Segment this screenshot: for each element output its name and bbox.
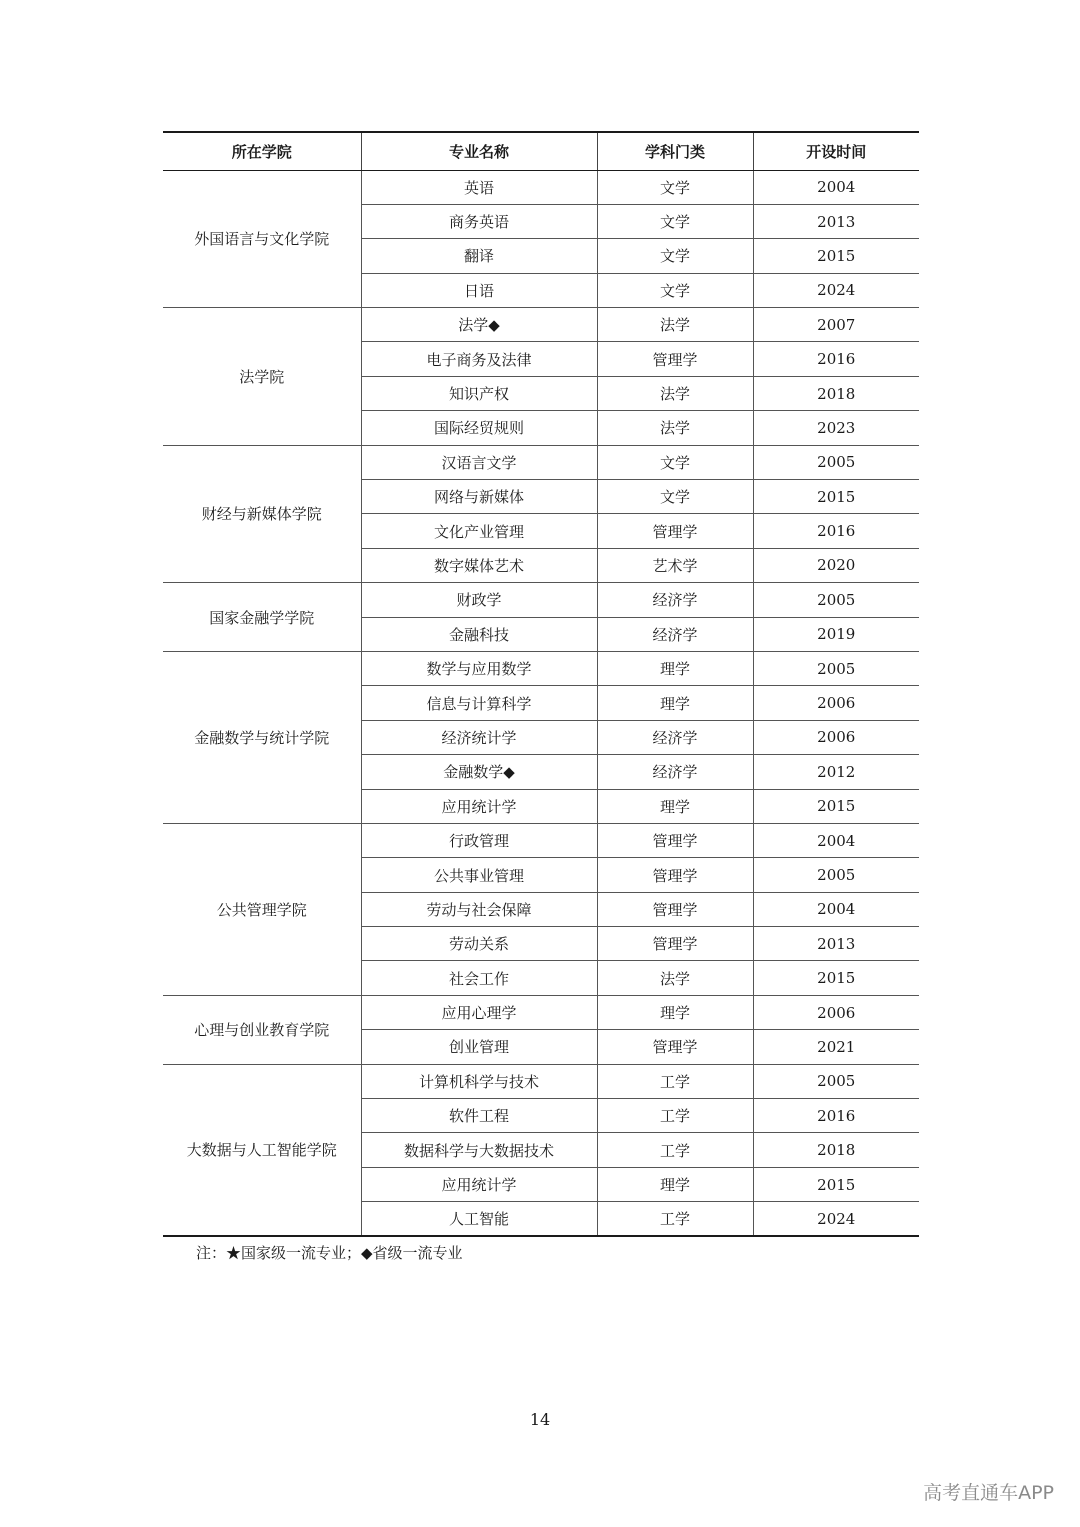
year-cell: 2005 <box>753 583 919 617</box>
table-row <box>163 1064 919 1098</box>
major-cell: 创业管理 <box>361 1030 597 1064</box>
majors-table <box>163 131 919 1237</box>
table-row <box>163 308 919 342</box>
table-row <box>163 170 919 204</box>
category-cell: 文学 <box>597 204 753 238</box>
year-cell: 2019 <box>753 617 919 651</box>
major-cell: 网络与新媒体 <box>361 480 597 514</box>
year-cell: 2024 <box>753 1202 919 1236</box>
major-cell: 软件工程 <box>361 1099 597 1133</box>
category-cell: 经济学 <box>597 720 753 754</box>
watermark-text: 高考直通车APP <box>923 1482 1054 1504</box>
college-cell: 金融数学与统计学院 <box>163 651 361 823</box>
year-cell: 2006 <box>753 720 919 754</box>
header-category: 学科门类 <box>597 132 753 170</box>
major-cell: 行政管理 <box>361 823 597 857</box>
year-cell: 2016 <box>753 514 919 548</box>
category-cell: 经济学 <box>597 583 753 617</box>
year-cell: 2018 <box>753 376 919 410</box>
header-college: 所在学院 <box>163 132 361 170</box>
year-cell: 2016 <box>753 342 919 376</box>
major-cell: 英语 <box>361 170 597 204</box>
college-cell: 外国语言与文化学院 <box>163 170 361 308</box>
table-row <box>163 995 919 1029</box>
college-cell: 心理与创业教育学院 <box>163 995 361 1064</box>
year-cell: 2015 <box>753 239 919 273</box>
category-cell: 管理学 <box>597 823 753 857</box>
year-cell: 2012 <box>753 755 919 789</box>
major-cell: 应用统计学 <box>361 1167 597 1201</box>
major-cell: 数据科学与大数据技术 <box>361 1133 597 1167</box>
year-cell: 2015 <box>753 1167 919 1201</box>
category-cell: 理学 <box>597 651 753 685</box>
year-cell: 2005 <box>753 1064 919 1098</box>
category-cell: 法学 <box>597 411 753 445</box>
major-cell: 公共事业管理 <box>361 858 597 892</box>
table-body <box>163 170 919 1236</box>
page-number: 14 <box>529 1410 551 1429</box>
year-cell: 2004 <box>753 823 919 857</box>
major-cell: 劳动与社会保障 <box>361 892 597 926</box>
table-row <box>163 583 919 617</box>
year-cell: 2006 <box>753 995 919 1029</box>
major-cell: 数字媒体艺术 <box>361 548 597 582</box>
category-cell: 艺术学 <box>597 548 753 582</box>
major-cell: 财政学 <box>361 583 597 617</box>
year-cell: 2024 <box>753 273 919 307</box>
category-cell: 文学 <box>597 480 753 514</box>
year-cell: 2004 <box>753 892 919 926</box>
major-cell: 计算机科学与技术 <box>361 1064 597 1098</box>
category-cell: 管理学 <box>597 892 753 926</box>
year-cell: 2020 <box>753 548 919 582</box>
category-cell: 工学 <box>597 1202 753 1236</box>
major-cell: 金融数学◆ <box>361 755 597 789</box>
category-cell: 法学 <box>597 961 753 995</box>
category-cell: 文学 <box>597 273 753 307</box>
year-cell: 2023 <box>753 411 919 445</box>
category-cell: 理学 <box>597 789 753 823</box>
year-cell: 2005 <box>753 445 919 479</box>
header-major: 专业名称 <box>361 132 597 170</box>
year-cell: 2015 <box>753 789 919 823</box>
major-cell: 应用统计学 <box>361 789 597 823</box>
year-cell: 2007 <box>753 308 919 342</box>
category-cell: 工学 <box>597 1099 753 1133</box>
category-cell: 理学 <box>597 995 753 1029</box>
table-row <box>163 651 919 685</box>
header-row <box>163 132 919 170</box>
college-cell: 大数据与人工智能学院 <box>163 1064 361 1236</box>
category-cell: 管理学 <box>597 1030 753 1064</box>
major-cell: 国际经贸规则 <box>361 411 597 445</box>
table-header <box>163 132 919 170</box>
category-cell: 管理学 <box>597 342 753 376</box>
header-year: 开设时间 <box>753 132 919 170</box>
major-cell: 日语 <box>361 273 597 307</box>
major-cell: 社会工作 <box>361 961 597 995</box>
category-cell: 工学 <box>597 1064 753 1098</box>
table-footnote: 注：★国家级一流专业；◆省级一流专业 <box>196 1244 463 1262</box>
year-cell: 2004 <box>753 170 919 204</box>
category-cell: 工学 <box>597 1133 753 1167</box>
year-cell: 2015 <box>753 480 919 514</box>
year-cell: 2018 <box>753 1133 919 1167</box>
major-cell: 金融科技 <box>361 617 597 651</box>
category-cell: 文学 <box>597 170 753 204</box>
category-cell: 管理学 <box>597 927 753 961</box>
category-cell: 文学 <box>597 239 753 273</box>
year-cell: 2013 <box>753 927 919 961</box>
major-cell: 人工智能 <box>361 1202 597 1236</box>
year-cell: 2005 <box>753 858 919 892</box>
major-cell: 电子商务及法律 <box>361 342 597 376</box>
major-cell: 翻译 <box>361 239 597 273</box>
major-cell: 信息与计算科学 <box>361 686 597 720</box>
category-cell: 文学 <box>597 445 753 479</box>
major-cell: 汉语言文学 <box>361 445 597 479</box>
college-cell: 国家金融学学院 <box>163 583 361 652</box>
year-cell: 2006 <box>753 686 919 720</box>
category-cell: 理学 <box>597 1167 753 1201</box>
college-cell: 法学院 <box>163 308 361 446</box>
major-cell: 劳动关系 <box>361 927 597 961</box>
category-cell: 法学 <box>597 308 753 342</box>
major-cell: 应用心理学 <box>361 995 597 1029</box>
major-cell: 文化产业管理 <box>361 514 597 548</box>
category-cell: 管理学 <box>597 514 753 548</box>
major-cell: 知识产权 <box>361 376 597 410</box>
category-cell: 经济学 <box>597 617 753 651</box>
year-cell: 2021 <box>753 1030 919 1064</box>
major-cell: 法学◆ <box>361 308 597 342</box>
year-cell: 2005 <box>753 651 919 685</box>
year-cell: 2013 <box>753 204 919 238</box>
table-row <box>163 445 919 479</box>
college-cell: 财经与新媒体学院 <box>163 445 361 583</box>
major-cell: 经济统计学 <box>361 720 597 754</box>
category-cell: 法学 <box>597 376 753 410</box>
table-row <box>163 823 919 857</box>
college-cell: 公共管理学院 <box>163 823 361 995</box>
category-cell: 经济学 <box>597 755 753 789</box>
year-cell: 2015 <box>753 961 919 995</box>
year-cell: 2016 <box>753 1099 919 1133</box>
category-cell: 管理学 <box>597 858 753 892</box>
category-cell: 理学 <box>597 686 753 720</box>
major-cell: 数学与应用数学 <box>361 651 597 685</box>
major-cell: 商务英语 <box>361 204 597 238</box>
